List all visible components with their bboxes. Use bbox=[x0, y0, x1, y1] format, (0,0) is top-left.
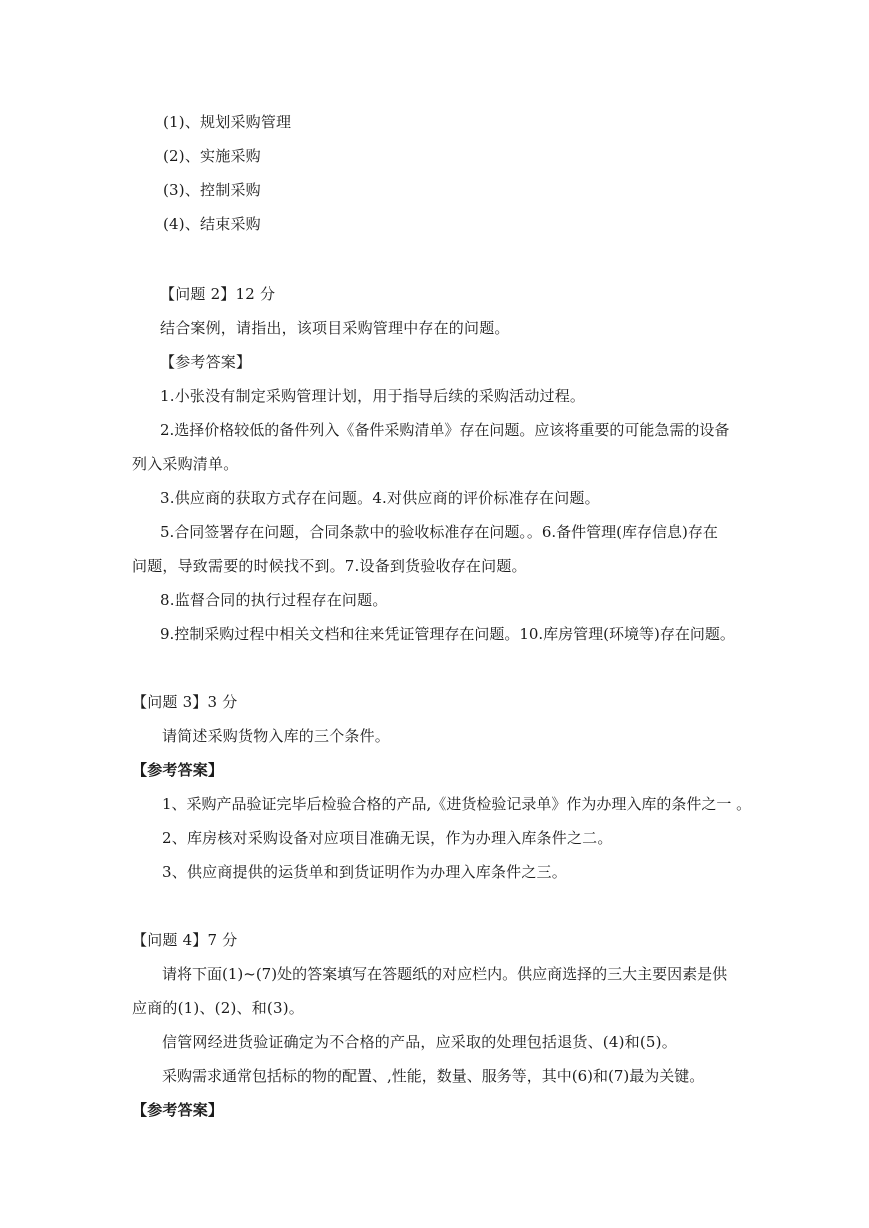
q4-answer-heading: 【参考答案】 bbox=[132, 1101, 224, 1119]
q3-answer-heading: 【参考答案】 bbox=[132, 761, 224, 779]
q4-heading: 【问题 4】7 分 bbox=[132, 931, 238, 949]
q2-answer-1: 1.小张没有制定采购管理计划，用于指导后续的采购活动过程。 bbox=[160, 387, 586, 405]
q4-paragraph-3: 采购需求通常包括标的物的配置、,性能，数量、服务等，其中(6)和(7)最为关键。 bbox=[162, 1067, 705, 1085]
q2-answer-9: 9.控制采购过程中相关文档和往来凭证管理存在问题。10.库房管理(环境等)存在问题。 bbox=[160, 625, 735, 643]
step-1: (1)、规划采购管理 bbox=[163, 113, 292, 131]
q3-answer-1: 1、采购产品验证完毕后检验合格的产品,《进货检验记录单》作为办理入库的条件之一 。 bbox=[162, 795, 752, 813]
q2-prompt: 结合案例，请指出，该项目采购管理中存在的问题。 bbox=[160, 319, 510, 337]
q3-answer-2: 2、库房核对采购设备对应项目准确无误，作为办理入库条件之二。 bbox=[162, 829, 613, 847]
q2-answer-5-line-2: 问题，导致需要的时候找不到。7.设备到货验收存在问题。 bbox=[132, 557, 527, 575]
step-2: (2)、实施采购 bbox=[163, 147, 261, 165]
step-4: (4)、结束采购 bbox=[163, 215, 261, 233]
q2-answer-2-line-1: 2.选择价格较低的备件列入《备件采购清单》存在问题。应该将重要的可能急需的设备 bbox=[160, 421, 730, 439]
q3-heading: 【问题 3】3 分 bbox=[132, 693, 238, 711]
q2-heading: 【问题 2】12 分 bbox=[160, 285, 276, 303]
q2-answer-2-line-2: 列入采购清单。 bbox=[132, 455, 239, 473]
q2-answer-heading: 【参考答案】 bbox=[160, 353, 252, 371]
q4-paragraph-1-line-2: 应商的(1)、(2)、和(3)。 bbox=[132, 999, 304, 1017]
q3-prompt: 请简述采购货物入库的三个条件。 bbox=[162, 727, 391, 745]
q2-answer-8: 8.监督合同的执行过程存在问题。 bbox=[160, 591, 388, 609]
q4-paragraph-2: 信管网经进货验证确定为不合格的产品，应采取的处理包括退货、(4)和(5)。 bbox=[162, 1033, 677, 1051]
q2-answer-3: 3.供应商的获取方式存在问题。4.对供应商的评价标准存在问题。 bbox=[160, 489, 600, 507]
q2-answer-5-line-1: 5.合同签署存在问题，合同条款中的验收标准存在问题。。6.备件管理(库存信息)存在 bbox=[160, 523, 718, 541]
step-3: (3)、控制采购 bbox=[163, 181, 261, 199]
q3-answer-3: 3、供应商提供的运货单和到货证明作为办理入库条件之三。 bbox=[162, 863, 567, 881]
q4-paragraph-1-line-1: 请将下面(1)~(7)处的答案填写在答题纸的对应栏内。供应商选择的三大主要因素是供 bbox=[162, 965, 728, 983]
